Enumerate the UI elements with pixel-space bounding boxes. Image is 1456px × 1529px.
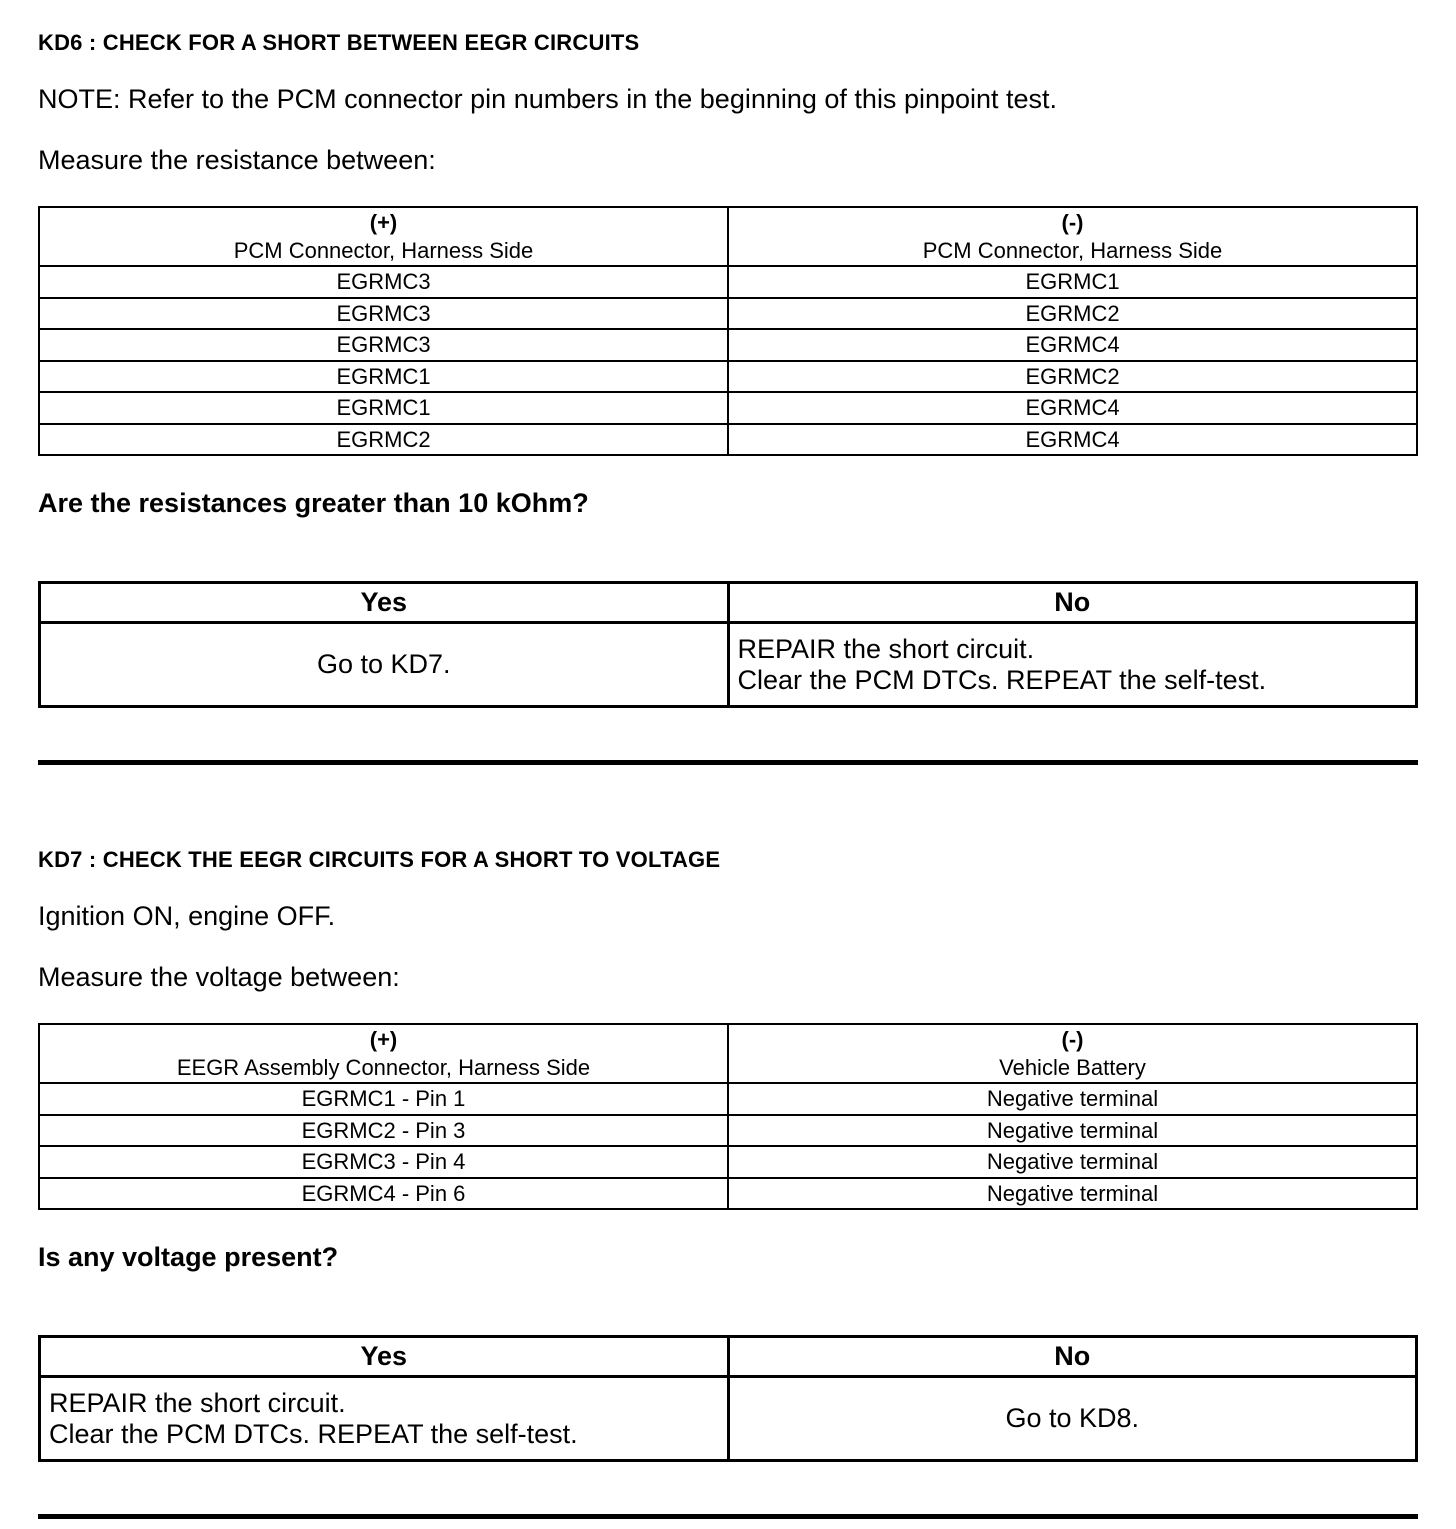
- minus-cell: Negative terminal: [728, 1115, 1417, 1147]
- table-row: [39, 424, 1417, 456]
- yes-action-line: Go to KD7.: [316, 649, 451, 679]
- plus-column-header: [39, 207, 728, 266]
- table-row: [39, 361, 1417, 393]
- minus-cell: EGRMC4: [728, 392, 1417, 424]
- yes-header: Yes: [40, 1337, 729, 1377]
- plus-cell: EGRMC1: [39, 392, 728, 424]
- section-heading-kd7: KD7 : CHECK THE EEGR CIRCUITS FOR A SHORT TO VOLTAGE: [38, 847, 721, 872]
- table-header-row: [39, 1024, 1417, 1083]
- table-row: [39, 1146, 1417, 1178]
- no-action-line: Clear the PCM DTCs. REPEAT the self-test.: [737, 664, 1267, 695]
- yes-action-line: Clear the PCM DTCs. REPEAT the self-test.: [49, 1418, 578, 1449]
- no-header: No: [728, 1337, 1417, 1377]
- table-row: [39, 266, 1417, 298]
- plus-cell: EGRMC1 - Pin 1: [39, 1083, 728, 1115]
- minus-cell: EGRMC2: [728, 298, 1417, 330]
- table-row: [39, 1115, 1417, 1147]
- decision-header-row: [40, 583, 1417, 623]
- measurement-table-kd7: [38, 1023, 1418, 1210]
- section-kd7: [38, 847, 1418, 1462]
- plus-column-label: EEGR Assembly Connector, Harness Side: [176, 1054, 591, 1080]
- minus-sign: (-): [1061, 210, 1084, 235]
- minus-column-label: Vehicle Battery: [999, 1054, 1146, 1080]
- yes-action-cell: [40, 623, 729, 707]
- decision-table-kd7: [38, 1335, 1418, 1462]
- no-action-line: Go to KD8.: [1005, 1403, 1140, 1433]
- plus-sign: (+): [369, 1027, 398, 1052]
- bottom-divider: [38, 1514, 1418, 1519]
- minus-cell: EGRMC4: [728, 424, 1417, 456]
- plus-sign: (+): [369, 210, 398, 235]
- plus-cell: EGRMC3: [39, 298, 728, 330]
- no-action-cell: [728, 623, 1417, 707]
- plus-cell: EGRMC1: [39, 361, 728, 393]
- minus-cell: Negative terminal: [728, 1146, 1417, 1178]
- no-action-cell: [728, 1377, 1417, 1461]
- table-row: [39, 392, 1417, 424]
- table-header-row: [39, 207, 1417, 266]
- plus-cell: EGRMC2 - Pin 3: [39, 1115, 728, 1147]
- minus-column-header: [728, 1024, 1417, 1083]
- note-text: NOTE: Refer to the PCM connector pin numbers in the beginning of this pinpoint test.: [38, 84, 1058, 114]
- yes-action-cell: [40, 1377, 729, 1461]
- yes-header: Yes: [40, 583, 729, 623]
- plus-cell: EGRMC3: [39, 266, 728, 298]
- plus-cell: EGRMC2: [39, 424, 728, 456]
- decision-row: [40, 1377, 1417, 1461]
- measurement-table-kd6: [38, 206, 1418, 456]
- plus-cell: EGRMC3 - Pin 4: [39, 1146, 728, 1178]
- question-text: Is any voltage present?: [38, 1242, 339, 1272]
- section-kd6: [38, 30, 1418, 708]
- plus-column-header: [39, 1024, 728, 1083]
- section-spacer: [38, 765, 1418, 843]
- precondition-text: Ignition ON, engine OFF.: [38, 901, 336, 931]
- question-text: Are the resistances greater than 10 kOhm?: [38, 488, 589, 518]
- minus-cell: EGRMC1: [728, 266, 1417, 298]
- table-row: [39, 329, 1417, 361]
- table-row: [39, 1083, 1417, 1115]
- yes-action-line: REPAIR the short circuit.: [49, 1387, 346, 1418]
- plus-column-label: PCM Connector, Harness Side: [233, 237, 534, 263]
- no-header: No: [728, 583, 1417, 623]
- instruction-text: Measure the resistance between:: [38, 145, 436, 175]
- minus-sign: (-): [1061, 1027, 1084, 1052]
- section-heading-kd6: KD6 : CHECK FOR A SHORT BETWEEN EEGR CIRCUITS: [38, 30, 640, 55]
- decision-header-row: [40, 1337, 1417, 1377]
- minus-column-label: PCM Connector, Harness Side: [922, 237, 1223, 263]
- minus-column-header: [728, 207, 1417, 266]
- plus-cell: EGRMC4 - Pin 6: [39, 1178, 728, 1210]
- table-row: [39, 298, 1417, 330]
- minus-cell: Negative terminal: [728, 1178, 1417, 1210]
- plus-cell: EGRMC3: [39, 329, 728, 361]
- no-action-line: REPAIR the short circuit.: [737, 633, 1035, 664]
- decision-row: [40, 623, 1417, 707]
- minus-cell: Negative terminal: [728, 1083, 1417, 1115]
- table-row: [39, 1178, 1417, 1210]
- instruction-text: Measure the voltage between:: [38, 962, 400, 992]
- decision-table-kd6: [38, 581, 1418, 708]
- minus-cell: EGRMC2: [728, 361, 1417, 393]
- minus-cell: EGRMC4: [728, 329, 1417, 361]
